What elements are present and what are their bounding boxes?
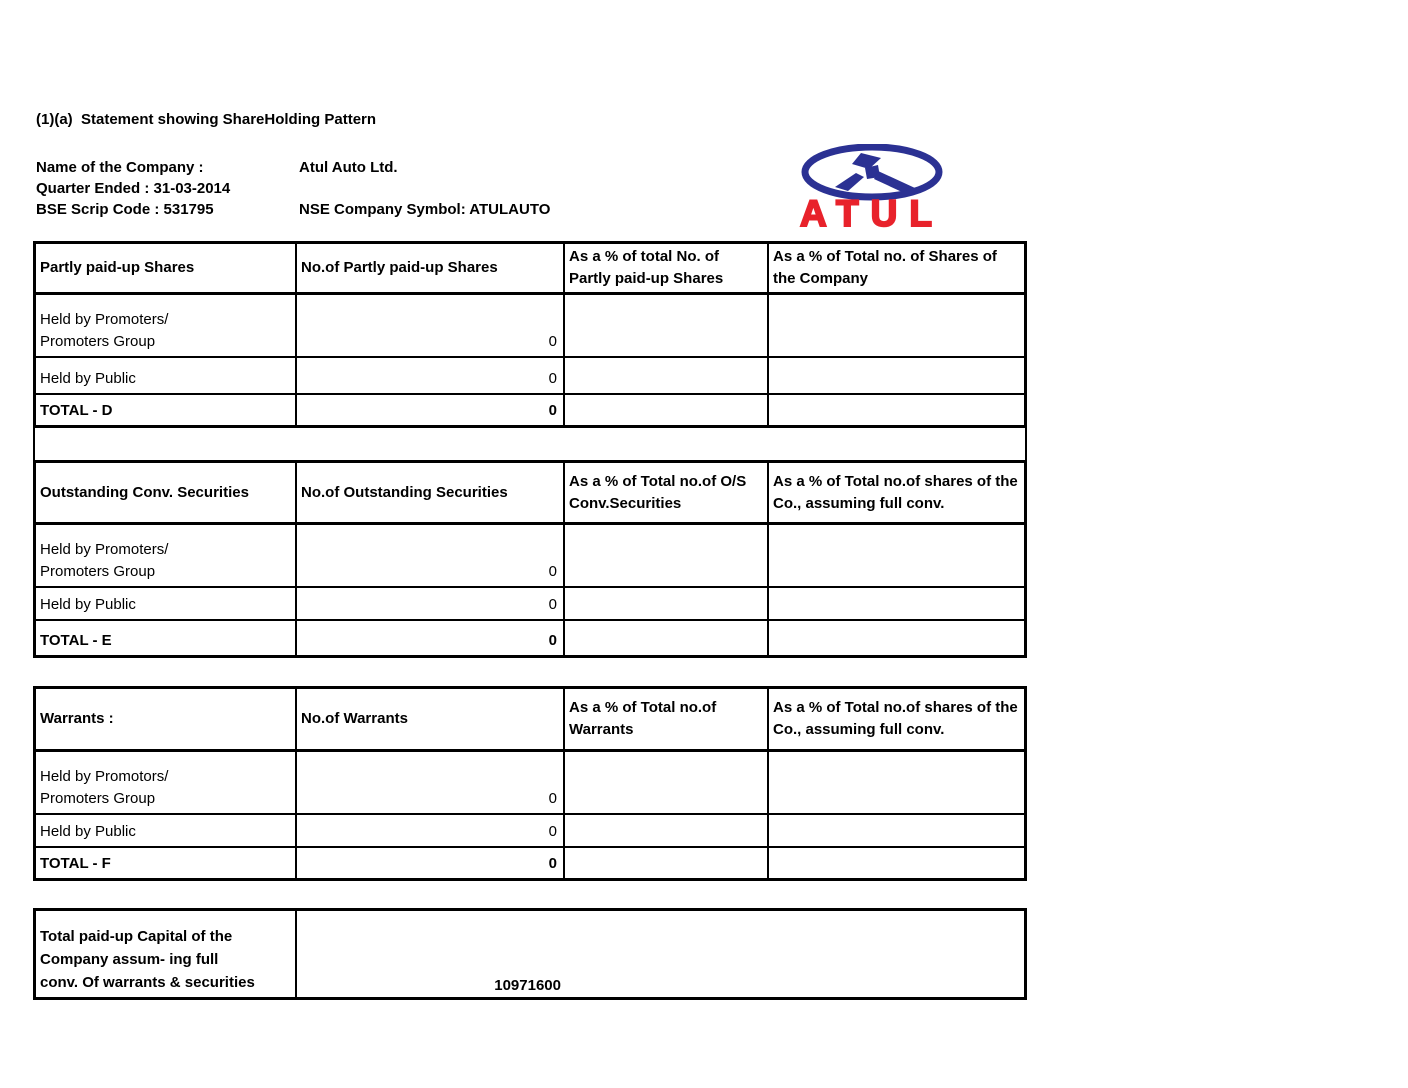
row-label-line: Held by Public: [40, 596, 136, 613]
row-label: [36, 752, 295, 813]
row-label-line: Promoters Group: [40, 333, 156, 350]
summary-row: [36, 911, 1024, 997]
header-cell: No.of Partly paid-up Shares: [295, 244, 563, 292]
row-value: 0: [295, 752, 563, 813]
header-cell: As a % of total No. of Partly paid-up Shares: [563, 244, 767, 292]
empty-cell: [767, 848, 1024, 878]
total-value: 0: [295, 395, 563, 425]
table-header-row: [36, 244, 1024, 295]
header-cell: As a % of Total no. of Shares of the Company: [767, 244, 1024, 292]
header-cell: No.of Warrants: [295, 689, 563, 749]
header-cell: As a % of Total no.of O/S Conv.Securities: [563, 463, 767, 522]
table-row: [36, 295, 1024, 356]
summary-value: 10971600: [494, 977, 561, 994]
empty-cell: [767, 395, 1024, 425]
page-title: (1)(a) Statement showing ShareHolding Pattern: [36, 111, 377, 128]
company-name-label: Name of the Company :: [36, 159, 204, 176]
atul-logo-graphic: [775, 144, 970, 232]
table-outstanding-conv-securities: [33, 460, 1027, 658]
header-cell: No.of Outstanding Securities: [295, 463, 563, 522]
empty-cell: [767, 525, 1024, 586]
summary-label-line: conv. Of warrants & securities: [40, 974, 255, 991]
company-name-row: [36, 157, 550, 178]
row-label-line: Held by Promotors/: [40, 768, 169, 785]
total-label-text: TOTAL - D: [40, 402, 113, 419]
total-label-text: TOTAL - E: [40, 632, 112, 649]
total-label: [36, 848, 295, 878]
company-info: [36, 157, 550, 220]
row-label-line: Promoters Group: [40, 563, 156, 580]
row-label-line: Held by Promoters/: [40, 541, 169, 558]
total-label-text: TOTAL - F: [40, 855, 111, 872]
row-label: [36, 358, 295, 393]
empty-cell: [563, 848, 767, 878]
summary-value-cell: [295, 911, 1024, 997]
codes-row: [36, 199, 550, 220]
table-partly-paid-shares: [33, 241, 1027, 428]
table-row: [36, 813, 1024, 846]
empty-cell: [563, 525, 767, 586]
logo-wordmark: ATUL: [800, 193, 944, 232]
row-value: 0: [295, 588, 563, 619]
row-label-line: Promoters Group: [40, 790, 156, 807]
bse-scrip-code: BSE Scrip Code : 531795: [36, 201, 214, 218]
table-row: [36, 752, 1024, 813]
quarter-row: [36, 178, 550, 199]
table-total-row: [36, 846, 1024, 878]
total-value: 0: [295, 848, 563, 878]
row-value: 0: [295, 525, 563, 586]
company-name-value: Atul Auto Ltd.: [299, 159, 398, 176]
empty-cell: [563, 621, 767, 655]
row-value: 0: [295, 815, 563, 846]
summary-label-line: Company assum- ing full: [40, 951, 219, 968]
empty-cell: [563, 358, 767, 393]
empty-cell: [767, 358, 1024, 393]
header-cell: As a % of Total no.of shares of the Co., assuming full conv.: [767, 463, 1024, 522]
table-total-row: [36, 393, 1024, 425]
nse-symbol: NSE Company Symbol: ATULAUTO: [299, 201, 551, 218]
row-label: [36, 588, 295, 619]
row-label: [36, 295, 295, 356]
total-label: [36, 395, 295, 425]
header-cell: As a % of Total no.of shares of the Co., assuming full conv.: [767, 689, 1024, 749]
row-label-line: Held by Public: [40, 370, 136, 387]
total-value: 0: [295, 621, 563, 655]
table-row: [36, 525, 1024, 586]
empty-cell: [767, 588, 1024, 619]
row-label-line: Held by Public: [40, 823, 136, 840]
table-header-row: [36, 689, 1024, 752]
table-warrants: [33, 686, 1027, 881]
atul-logo: [775, 144, 970, 232]
empty-cell: [767, 752, 1024, 813]
table-header-row: [36, 463, 1024, 525]
table-total-row: [36, 619, 1024, 655]
spacer-row: [33, 428, 1027, 460]
quarter-line: Quarter Ended : 31-03-2014: [36, 180, 231, 197]
empty-cell: [767, 621, 1024, 655]
table-row: [36, 586, 1024, 619]
table-total-paid-up-capital: [33, 908, 1027, 1000]
row-value: 0: [295, 358, 563, 393]
summary-label: [36, 911, 295, 997]
empty-cell: [563, 395, 767, 425]
empty-cell: [563, 752, 767, 813]
summary-label-line: Total paid-up Capital of the: [40, 928, 233, 945]
row-label: [36, 815, 295, 846]
logo-rickshaw-icon: [835, 153, 915, 192]
header-cell: Partly paid-up Shares: [40, 259, 195, 276]
empty-cell: [563, 588, 767, 619]
header-cell: Outstanding Conv. Securities: [40, 483, 249, 501]
empty-cell: [767, 295, 1024, 356]
header-cell: As a % of Total no.of Warrants: [563, 689, 767, 749]
header-cell: Warrants :: [40, 710, 114, 727]
table-row: [36, 356, 1024, 393]
empty-cell: [767, 815, 1024, 846]
row-value: 0: [295, 295, 563, 356]
total-label: [36, 621, 295, 655]
empty-cell: [563, 815, 767, 846]
row-label-line: Held by Promoters/: [40, 311, 169, 328]
empty-cell: [563, 295, 767, 356]
row-label: [36, 525, 295, 586]
